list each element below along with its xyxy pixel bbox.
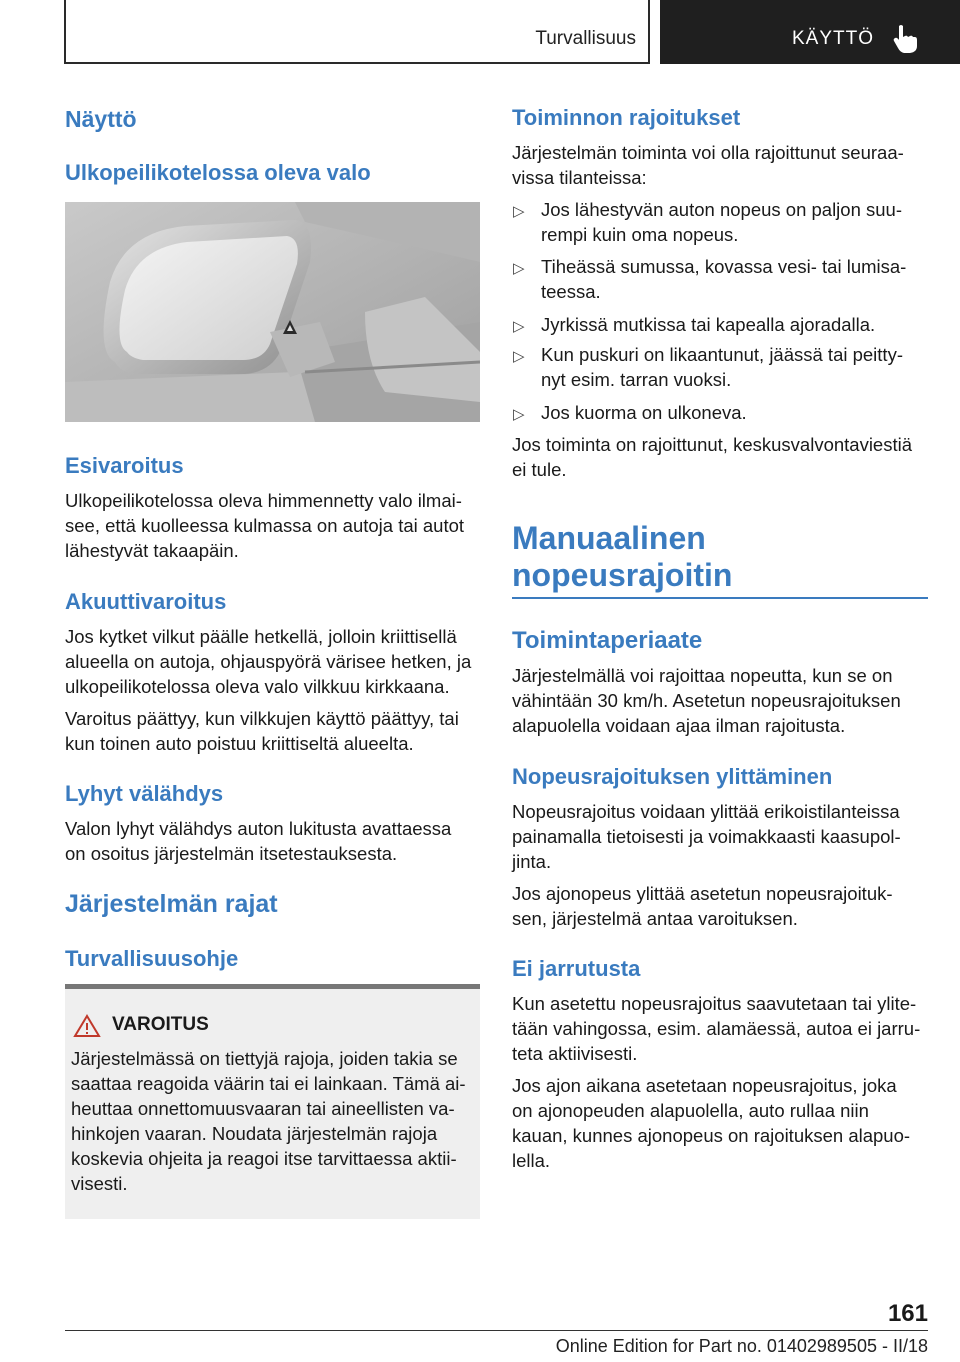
footer-rule xyxy=(65,1330,928,1331)
text-line: painamalla tietoisesti ja voimakkaasti kaasupol‐ xyxy=(512,826,901,847)
paragraph-akuutti-2 xyxy=(65,706,485,756)
bullet-item xyxy=(541,312,931,337)
paragraph-rajoitukset xyxy=(512,140,932,190)
paragraph-esivaroitus xyxy=(65,488,485,563)
warning-triangle-icon xyxy=(73,1014,101,1038)
text-line: see, että kuolleessa kulmassa on autoja tai autot xyxy=(65,515,465,536)
text-line: hinkojen vaaran. Noudata järjestelmän rajoja xyxy=(71,1123,438,1144)
text-line: teta aktiivisesti. xyxy=(512,1043,638,1064)
text-line: ulkopeilikotelossa oleva valo vilkkuu kirkkaana. xyxy=(65,676,450,697)
text-line: ei tule. xyxy=(512,459,567,480)
text-line: saattaa reagoida väärin tai ei lainkaan. Tämä ai‐ xyxy=(71,1073,466,1094)
text-line: teessa. xyxy=(541,281,601,302)
mirror-photo xyxy=(65,202,480,422)
footer-edition: Online Edition for Part no. 01402989505 - II/18 xyxy=(555,1336,928,1356)
bullet-item xyxy=(541,400,931,425)
text-line: Jos kuorma on ulkoneva. xyxy=(541,402,747,423)
header-chapter-tab xyxy=(660,0,960,64)
bullet-item xyxy=(541,254,931,304)
text-line: koskevia ohjeita ja reagoi itse tarvittaessa aktii‐ xyxy=(71,1148,457,1169)
heading-ylittaminen: Nopeusrajoituksen ylittäminen xyxy=(512,764,833,789)
text-line: rempi kuin oma nopeus. xyxy=(541,224,739,245)
text-line: visesti. xyxy=(71,1173,128,1194)
text-line: Jyrkissä mutkissa tai kapealla ajoradalla. xyxy=(541,314,876,335)
paragraph-akuutti-1 xyxy=(65,624,485,699)
heading-toimintaperiaate: Toimintaperiaate xyxy=(512,627,703,654)
heading-ulkopeilikotelo: Ulkopeilikotelossa oleva valo xyxy=(65,160,371,185)
bullet-item xyxy=(541,342,931,392)
text-line: jinta. xyxy=(512,851,552,872)
text-line: vähintään 30 km/h. Asetetun nopeusrajoituksen xyxy=(512,690,901,711)
text-line: Tiheässä sumussa, kovassa vesi- tai lumisa‐ xyxy=(541,256,907,277)
paragraph-jarrutus-1 xyxy=(512,991,932,1066)
heading-naytto: Näyttö xyxy=(65,106,137,132)
header-chapter-label: KÄYTTÖ xyxy=(791,28,874,49)
heading-akuuttivaroitus: Akuuttivaroitus xyxy=(65,589,227,614)
text-line: kauan, kunnes ajonopeus on rajoituksen alapuo‐ xyxy=(512,1125,911,1146)
text-line: on ajonopeuden alapuolella, auto rullaa niin xyxy=(512,1100,869,1121)
paragraph-keskusvalvonta xyxy=(512,432,932,482)
bullet-icon: ▷ xyxy=(513,318,525,335)
paragraph-ylittaminen-2 xyxy=(512,881,932,931)
pointing-hand-icon xyxy=(892,24,920,54)
text-line: Varoitus päättyy, kun vilkkujen käyttö päättyy, tai xyxy=(65,708,459,729)
header-section-title: Turvallisuus xyxy=(535,28,636,49)
text-line: lella. xyxy=(512,1150,551,1171)
text-line: Ulkopeilikotelossa oleva himmennetty valo ilmai‐ xyxy=(65,490,462,511)
text-line: Jos lähestyvän auton nopeus on paljon suu‐ xyxy=(541,199,903,220)
bullet-item xyxy=(541,197,931,247)
text-line: Järjestelmässä on tiettyjä rajoja, joiden takia se xyxy=(71,1048,458,1069)
warning-title: VAROITUS xyxy=(112,1014,209,1035)
heading-esivaroitus: Esivaroitus xyxy=(65,453,184,478)
heading-lyhyt-valahdys: Lyhyt välähdys xyxy=(65,781,224,806)
text-line: alueella on autoja, ohjauspyörä värisee hetken, ja xyxy=(65,651,472,672)
text-line: Jos ajon aikana asetetaan nopeusrajoitus, joka xyxy=(512,1075,897,1096)
heading-line: Manuaalinen xyxy=(512,520,706,556)
text-line: tään vahingossa, esim. alamäessä, autoa ei jarru‐ xyxy=(512,1018,921,1039)
header-bottom-border xyxy=(64,62,650,64)
heading-ei-jarrutusta: Ei jarrutusta xyxy=(512,956,641,981)
text-line: vissa tilanteissa: xyxy=(512,167,647,188)
bullet-icon: ▷ xyxy=(513,406,525,423)
paragraph-lyhyt xyxy=(65,816,485,866)
paragraph-ylittaminen-1 xyxy=(512,799,932,874)
text-line: on osoitus järjestelmän itsetestauksesta. xyxy=(65,843,398,864)
text-line: Kun asetettu nopeusrajoitus saavutetaan tai ylite‐ xyxy=(512,993,917,1014)
text-line: Jos toiminta on rajoittunut, keskusvalvontaviestiä xyxy=(512,434,913,455)
text-line: heuttaa onnettomuusvaaran tai aineellisten va‐ xyxy=(71,1098,455,1119)
text-line: Kun puskuri on likaantunut, jäässä tai peitty‐ xyxy=(541,344,903,365)
paragraph-jarrutus-2 xyxy=(512,1073,932,1173)
page-number: 161 xyxy=(887,1300,928,1327)
text-line: lähestyvät takaapäin. xyxy=(65,540,239,561)
heading-manuaalinen-nopeusrajoitin xyxy=(512,520,732,594)
side-mirror-illustration xyxy=(65,202,480,422)
bullet-icon: ▷ xyxy=(513,348,525,365)
bullet-icon: ▷ xyxy=(513,260,525,277)
text-line: kun toinen auto poistuu kriittiseltä alueelta. xyxy=(65,733,414,754)
heading-toiminnon-rajoitukset: Toiminnon rajoitukset xyxy=(512,105,741,130)
heading-line: nopeusrajoitin xyxy=(512,557,733,593)
text-line: sen, järjestelmä antaa varoituksen. xyxy=(512,908,798,929)
paragraph-toimintaperiaate xyxy=(512,663,932,738)
text-line: Jos kytket vilkut päälle hetkellä, jolloin kriittisellä xyxy=(65,626,457,647)
text-line: nyt esim. tarran vuoksi. xyxy=(541,369,732,390)
header-divider xyxy=(648,0,650,64)
text-line: Jos ajonopeus ylittää asetetun nopeusrajoituk‐ xyxy=(512,883,893,904)
warning-text xyxy=(71,1046,476,1196)
section-rule xyxy=(512,597,928,599)
heading-turvallisuusohje: Turvallisuusohje xyxy=(65,946,239,971)
bullet-icon: ▷ xyxy=(513,203,525,220)
text-line: Järjestelmällä voi rajoittaa nopeutta, kun se on xyxy=(512,665,893,686)
text-line: Järjestelmän toiminta voi olla rajoittunut seuraa‐ xyxy=(512,142,904,163)
warning-box xyxy=(65,984,480,1219)
heading-jarjestelman-rajat: Järjestelmän rajat xyxy=(65,890,278,918)
text-line: Nopeusrajoitus voidaan ylittää erikoistilanteissa xyxy=(512,801,900,822)
text-line: Valon lyhyt välähdys auton lukitusta avattaessa xyxy=(65,818,452,839)
text-line: alapuolella voidaan ajaa ilman rajoitusta. xyxy=(512,715,846,736)
